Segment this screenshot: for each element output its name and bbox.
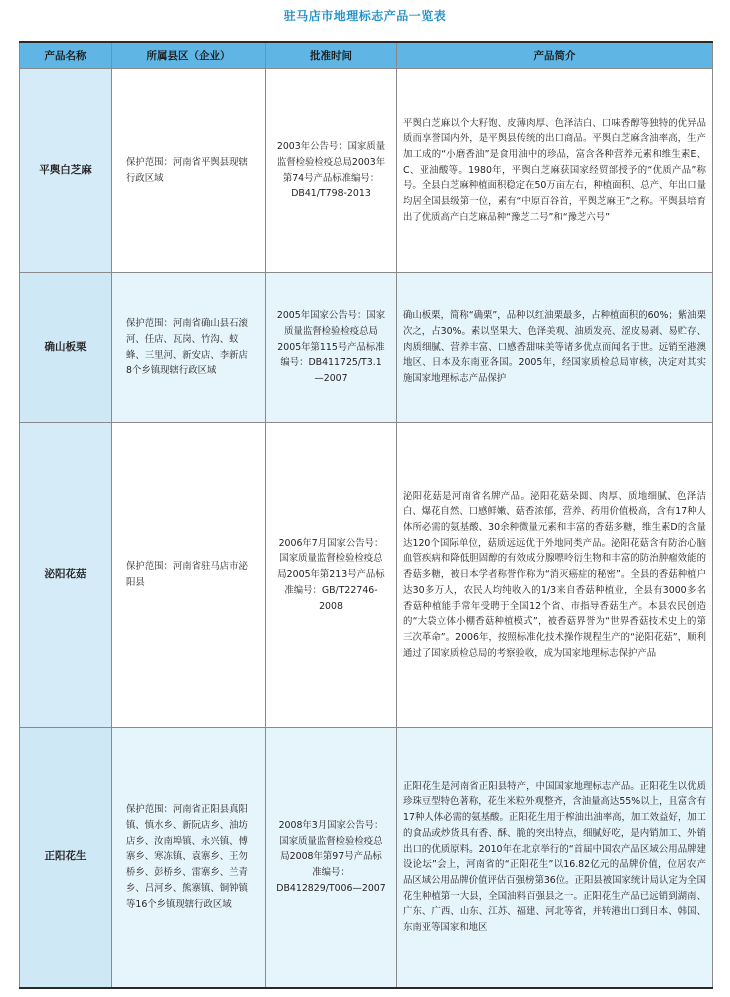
region-text: 保护范围：河南省正阳县真阳镇、慎水乡、新阮店乡、油坊店乡、汝南埠镇、永兴镇、傅寨乡、寒冻镇、袁寨乡、王勿桥乡、彭桥乡、雷寨乡、兰青乡、吕河乡、熊寨镇、铜钟镇等16个乡镇现辖行政区域 [126, 804, 248, 910]
approval-text: 2003年公告号：国家质量监督检验检疫总局2003年第74号产品标准编号：DB41/T798-2013 [276, 141, 386, 200]
header-description: 产品简介 [397, 42, 713, 69]
page-title: 驻马店市地理标志产品一览表 [283, 9, 447, 23]
header-approval-time: 批准时间 [266, 42, 397, 69]
table-row [20, 423, 713, 728]
table-row [20, 273, 713, 423]
region-text: 保护范围：河南省确山县石滚河、任店、瓦岗、竹沟、蚁蜂、三里河、新安店、李新店8个乡镇现辖行政区域 [126, 318, 248, 377]
description-text: 正阳花生是河南省正阳县特产，中国国家地理标志产品。正阳花生以优质珍珠豆型特色著称，花生米粒外观整齐，含油量高达55%以上，且富含有17种人体必需的氨基酸。正阳花生用于榨油出油率高，加工效益好，加工的食品或炒货具有香、酥、脆的突出特点，细腻好吃，是内销加工、外销出口的优质原料。2010年在北京举行的“首届中国农产品区域公用品牌建设论坛”会上，河南省的“正阳花生”以16.82亿元的品牌价值，位居农产品区域公用品牌价值评估百强榜第36位。正阳县被国家统计局认定为全国花生种植第一大县，全国油料百强县之一。正阳花生产品已远销到湖南、广东、广西、山东、江苏、福建、河北等省，并转港出口到日本、韩国、东南亚等国家和地区 [403, 780, 706, 934]
description-text: 确山板栗，简称“确栗”，品种以红油栗最多，占种植面积的60%；紫油栗次之，占30%。素以坚果大、色泽美观、油质发亮、涩皮易剥、易贮存、肉质细腻、营养丰富、口感香甜味美等诸多优点而闻名于世。远销至港澳地区、日本及东南亚各国。2005年，经国家质检总局审核，决定对其实施国家地理标志产品保护 [403, 310, 706, 385]
product-name: 泌阳花菇 [20, 423, 112, 728]
product-table [19, 41, 713, 989]
approval-text: 2006年7月国家公告号：国家质量监督检验检疫总局2005年第213号产品标准编号：GB/T22746-2008 [277, 537, 385, 612]
approval-text: 2005年国家公告号：国家质量监督检验检疫总局2005年第115号产品标准编号：DB411725/T3.1—2007 [276, 310, 386, 385]
description-text: 平舆白芝麻以个大籽饱、皮薄肉厚、色泽洁白、口味香醇等独特的优异品质而享誉国内外，是平舆县传统的出口商品。平舆白芝麻含油率高，生产加工成的“小磨香油”是食用油中的珍品，富含各种营养元素和维生素E、C、亚油酸等。1980年，平舆白芝麻获国家经贸部授予的“优质产品”称号。全县白芝麻种植面积稳定在50万亩左右，种植面积、总产、年出口量均居全国县级第一位，素有“中原百谷首，平舆芝麻王”之称。平舆县培育出了优质高产白芝麻品种“豫芝二号”和“豫芝六号” [403, 117, 706, 223]
product-name: 平舆白芝麻 [20, 69, 112, 273]
description-text: 泌阳花菇是河南省名牌产品。泌阳花菇朵圆、肉厚、质地细腻、色泽洁白、爆花自然、口感鲜嫩、菇香浓郁，营养、药用价值极高，含有17种人体所必需的氨基酸、30余种微量元素和丰富的香菇多糖，维生素D的含量达120个国际单位，菇质远远优于外地同类产品。泌阳花菇含有防治心脑血管疾病和降低胆固醇的有效成分腺嘌呤衍生物和丰富的防治肿瘤效能的香菇多糖，被日本学者称誉作称为“消灭癌症的秘密”。全县的香菇种植户达30多万人，农民人均纯收入的1/3来自香菇种植业，全县有3000多名香菇种植能手常年受聘于全国12个省、市指导香菇生产。本县农民创造的“大袋立体小棚香菇种植模式”，被香菇界誉为“世界香菇技术史上的第三次革命”。2006年，按照标准化技术操作规程生产的“泌阳花菇”，顺利通过了国家质检总局的考察验收，成为国家地理标志保护产品 [403, 490, 706, 659]
header-product-name: 产品名称 [20, 42, 112, 69]
header-region: 所属县区（企业） [112, 42, 266, 69]
product-name: 正阳花生 [20, 728, 112, 988]
table-header-row [20, 42, 713, 69]
table-row [20, 69, 713, 273]
product-name: 确山板栗 [20, 273, 112, 423]
table-row [20, 728, 713, 988]
region-text: 保护范围：河南省平舆县现辖行政区域 [126, 156, 248, 184]
region-text: 保护范围：河南省驻马店市泌阳县 [126, 561, 248, 588]
approval-text: 2008年3月国家公告号：国家质量监督检验检疫总局2008年第97号产品标准编号：DB412829/T006—2007 [276, 819, 386, 894]
